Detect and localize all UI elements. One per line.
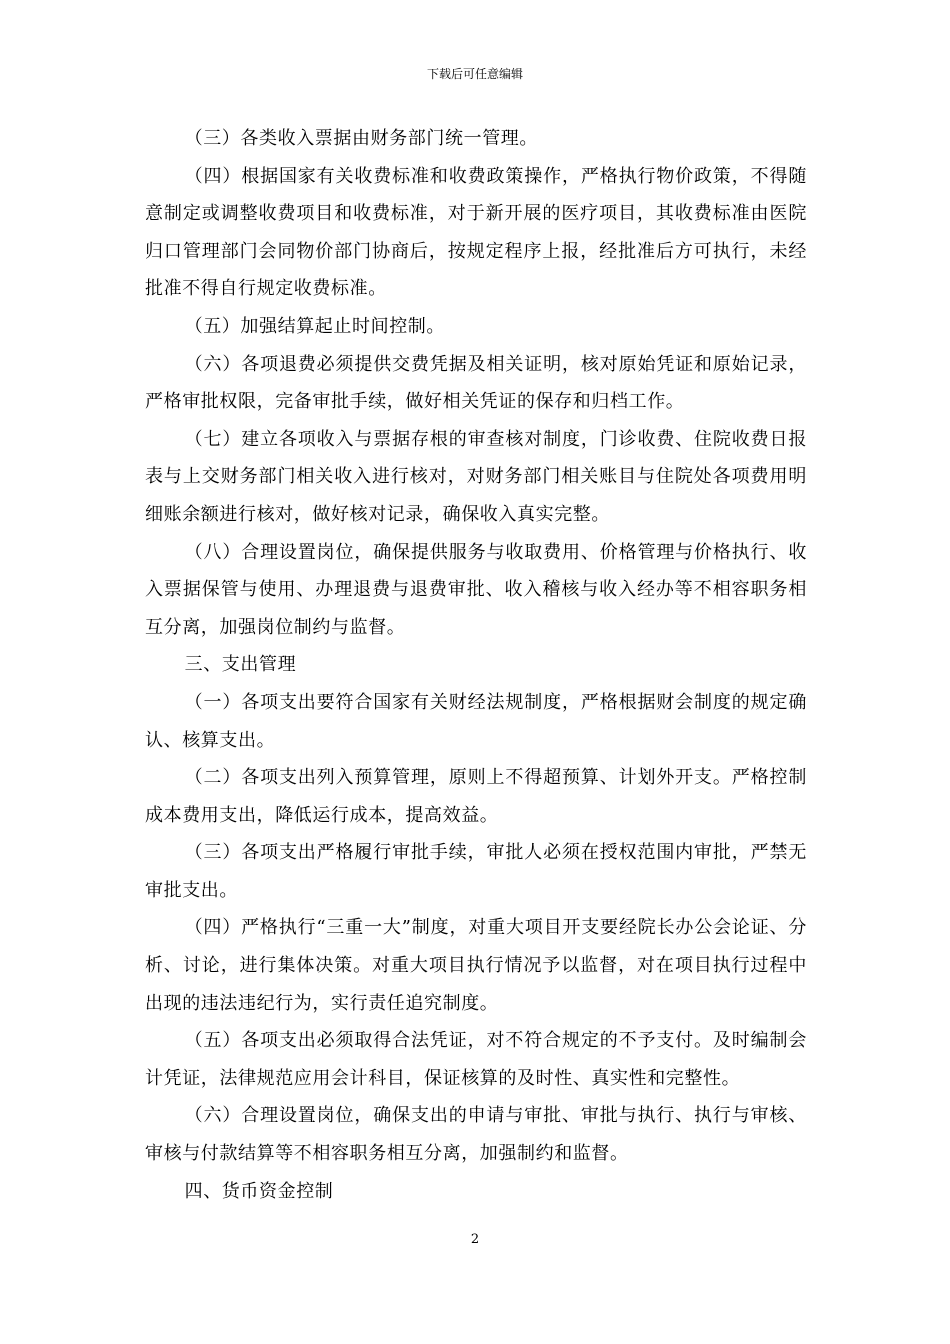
paragraph: （三）各项支出严格履行审批手续，审批人必须在授权范围内审批，严禁无审批支出。 — [145, 842, 807, 901]
paragraph: （五）加强结算起止时间控制。 — [184, 315, 445, 337]
section-heading: 三、支出管理 — [184, 654, 297, 676]
paragraph: （二）各项支出列入预算管理，原则上不得超预算、计划外开支。严格控制成本费用支出，降低运行成本，提高效益。 — [145, 767, 807, 826]
paragraph: （八）合理设置岗位，确保提供服务与收取费用、价格管理与价格执行、收入票据保管与使用、办理退费与退费审批、收入稽核与收入经办等不相容职务相互分离，加强岗位制约与监督。 — [145, 541, 807, 638]
paragraph: （五）各项支出必须取得合法凭证，对不符合规定的不予支付。及时编制会计凭证，法律规范应用会计科目，保证核算的及时性、真实性和完整性。 — [145, 1030, 807, 1089]
page-header: 下载后可任意编辑 — [426, 67, 523, 81]
document-body — [145, 120, 807, 1210]
paragraph: （七）建立各项收入与票据存根的审查核对制度，门诊收费、住院收费日报表与上交财务部门相关收入进行核对，对财务部门相关账目与住院处各项费用明细账余额进行核对，做好核对记录，确保收入真实完整。 — [145, 428, 807, 525]
paragraph: （六）各项退费必须提供交费凭据及相关证明，核对原始凭证和原始记录，严格审批权限，完备审批手续，做好相关凭证的保存和归档工作。 — [145, 353, 807, 413]
paragraph: （三）各类收入票据由财务部门统一管理。 — [184, 128, 538, 149]
paragraph: （一）各项支出要符合国家有关财经法规制度，严格根据财会制度的规定确认、核算支出。 — [145, 691, 807, 751]
paragraph: （六）合理设置岗位，确保支出的申请与审批、审批与执行、执行与审核、审核与付款结算等不相容职务相互分离，加强制约和监督。 — [145, 1105, 807, 1165]
section-heading: 四、货币资金控制 — [184, 1180, 334, 1202]
paragraph: （四）严格执行“三重一大”制度，对重大项目开支要经院长办公会论证、分析、讨论，进行集体决策。对重大项目执行情况予以监督，对在项目执行过程中出现的违法违纪行为，实行责任追究制度。 — [145, 917, 807, 1014]
paragraph: （四）根据国家有关收费标准和收费政策操作，严格执行物价政策，不得随意制定或调整收费项目和收费标准，对于新开展的医疗项目，其收费标准由医院归口管理部门会同物价部门协商后，按规定程序上报，经批准后方可执行，未经批准不得自行规定收费标准。 — [145, 165, 807, 300]
page-number: 2 — [470, 1232, 480, 1247]
